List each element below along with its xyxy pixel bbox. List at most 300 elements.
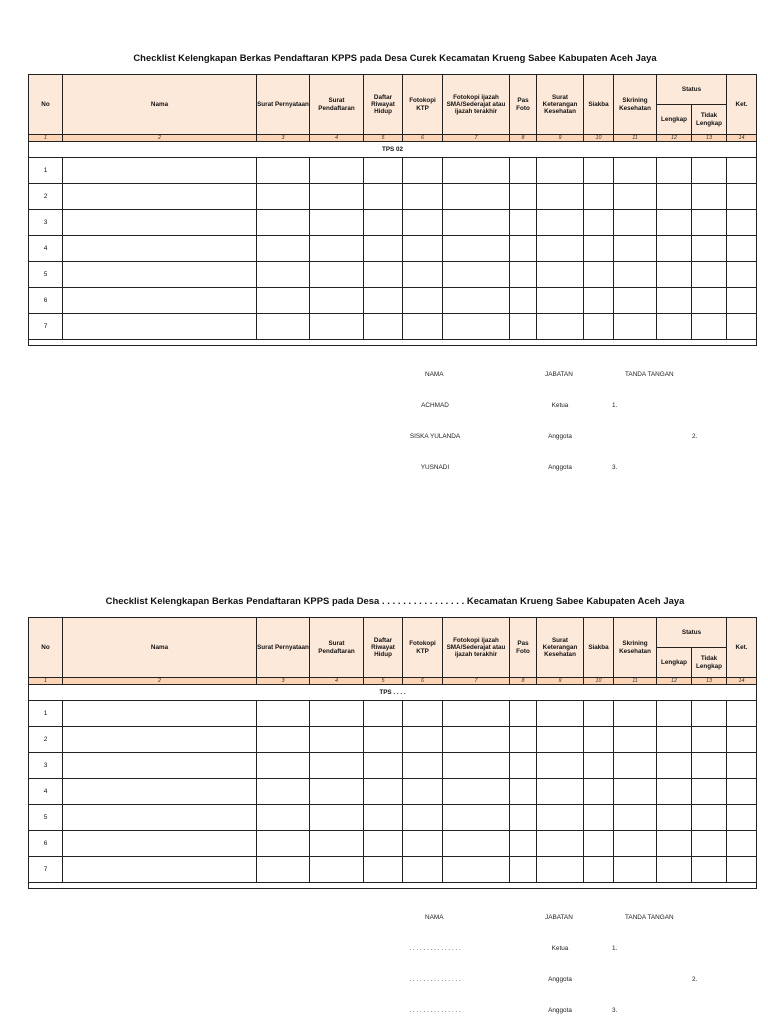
checklist-cell[interactable]	[257, 184, 310, 210]
checklist-cell[interactable]	[364, 262, 403, 288]
checklist-cell[interactable]	[584, 831, 614, 857]
checklist-cell[interactable]	[443, 831, 510, 857]
checklist-cell[interactable]	[310, 184, 364, 210]
checklist-cell[interactable]	[257, 727, 310, 753]
checklist-cell[interactable]	[727, 831, 757, 857]
row-number: 3	[29, 753, 63, 779]
checklist-cell[interactable]	[692, 857, 727, 883]
column-number: 11	[614, 678, 657, 685]
checklist-cell[interactable]	[537, 314, 584, 340]
checklist-cell[interactable]	[727, 288, 757, 314]
checklist-cell[interactable]	[614, 831, 657, 857]
checklist-cell[interactable]	[614, 314, 657, 340]
checklist-cell[interactable]	[364, 184, 403, 210]
member-name: YUSNADI	[420, 464, 450, 471]
member-jabatan: Ketua	[551, 402, 569, 409]
row-number: 7	[29, 314, 63, 340]
header-tidak-lengkap: Tidak Lengkap	[692, 648, 727, 678]
checklist-cell[interactable]	[403, 236, 443, 262]
row-number: 1	[29, 158, 63, 184]
checklist-cell[interactable]	[257, 210, 310, 236]
header-status: Status	[657, 618, 727, 648]
checklist-cell[interactable]	[63, 236, 257, 262]
header-fotokopi-ktp: Fotokopi KTP	[403, 618, 443, 678]
member-jabatan: Anggota	[548, 1007, 572, 1014]
column-number: 2	[63, 678, 257, 685]
checklist-cell[interactable]	[614, 857, 657, 883]
checklist-cell[interactable]	[614, 158, 657, 184]
table-row	[29, 184, 757, 210]
column-number: 2	[63, 135, 257, 142]
checklist-cell[interactable]	[403, 779, 443, 805]
header-lengkap: Lengkap	[657, 648, 692, 678]
signature-header-tanda-tangan: TANDA TANGAN	[625, 371, 674, 378]
checklist-cell[interactable]	[657, 805, 692, 831]
checklist-cell[interactable]	[510, 262, 537, 288]
table-row	[29, 753, 757, 779]
checklist-cell[interactable]	[537, 184, 584, 210]
checklist-cell[interactable]	[727, 184, 757, 210]
checklist-cell[interactable]	[443, 236, 510, 262]
header-fotokopi-ijazah: Fotokopi ijazah SMA/Sederajat atau ijazah terakhir	[443, 75, 510, 135]
checklist-cell[interactable]	[403, 158, 443, 184]
checklist-cell[interactable]	[657, 727, 692, 753]
column-number: 9	[537, 135, 584, 142]
column-number: 4	[310, 135, 364, 142]
checklist-cell[interactable]	[403, 184, 443, 210]
checklist-cell[interactable]	[364, 701, 403, 727]
member-jabatan: Anggota	[548, 464, 572, 471]
checklist-cell[interactable]	[614, 727, 657, 753]
checklist-cell[interactable]	[584, 262, 614, 288]
tps-label: TPS . . . .	[29, 685, 757, 701]
checklist-cell[interactable]	[692, 779, 727, 805]
checklist-cell[interactable]	[614, 805, 657, 831]
checklist-cell[interactable]	[614, 779, 657, 805]
member-signature-number: 3.	[612, 1007, 618, 1014]
header-nama: Nama	[63, 75, 257, 135]
checklist-cell[interactable]	[584, 184, 614, 210]
header-surat-pendaftaran: Surat Pendaftaran	[310, 618, 364, 678]
checklist-cell[interactable]	[657, 262, 692, 288]
checklist-cell[interactable]	[364, 779, 403, 805]
checklist-cell[interactable]	[537, 727, 584, 753]
checklist-cell[interactable]	[657, 857, 692, 883]
checklist-cell[interactable]	[443, 857, 510, 883]
member-jabatan: Anggota	[548, 976, 572, 983]
column-number: 4	[310, 678, 364, 685]
checklist-cell[interactable]	[657, 184, 692, 210]
header-siakba: Siakba	[584, 618, 614, 678]
checklist-cell[interactable]	[310, 314, 364, 340]
checklist-cell[interactable]	[510, 701, 537, 727]
checklist-cell[interactable]	[257, 262, 310, 288]
member-signature-number: 1.	[612, 402, 618, 409]
checklist-cell[interactable]	[403, 262, 443, 288]
member-jabatan: Anggota	[548, 433, 572, 440]
column-number: 14	[727, 678, 757, 685]
table-row	[29, 727, 757, 753]
checklist-table	[28, 74, 757, 346]
table-row	[29, 779, 757, 805]
header-ket: Ket.	[727, 75, 757, 135]
checklist-cell[interactable]	[537, 805, 584, 831]
checklist-cell[interactable]	[257, 779, 310, 805]
checklist-cell[interactable]	[692, 314, 727, 340]
checklist-cell[interactable]	[257, 701, 310, 727]
checklist-cell[interactable]	[443, 262, 510, 288]
table-row	[29, 831, 757, 857]
column-number: 1	[29, 135, 63, 142]
table-footer-row	[29, 883, 757, 889]
row-number: 5	[29, 805, 63, 831]
checklist-cell[interactable]	[364, 288, 403, 314]
checklist-cell[interactable]	[657, 314, 692, 340]
checklist-cell[interactable]	[584, 210, 614, 236]
checklist-cell[interactable]	[63, 314, 257, 340]
checklist-cell[interactable]	[614, 184, 657, 210]
checklist-cell[interactable]	[443, 314, 510, 340]
column-number: 5	[364, 135, 403, 142]
checklist-cell[interactable]	[63, 184, 257, 210]
checklist-cell[interactable]	[403, 314, 443, 340]
checklist-cell[interactable]	[657, 236, 692, 262]
table-row	[29, 314, 757, 340]
checklist-cell[interactable]	[537, 831, 584, 857]
row-number: 6	[29, 288, 63, 314]
form-title: Checklist Kelengkapan Berkas Pendaftaran KPPS pada Desa Curek Kecamatan Krueng Sabee Kabupaten Aceh Jaya	[133, 52, 657, 63]
row-number: 1	[29, 701, 63, 727]
checklist-cell[interactable]	[310, 753, 364, 779]
checklist-cell[interactable]	[692, 727, 727, 753]
column-number: 5	[364, 678, 403, 685]
checklist-cell[interactable]	[257, 857, 310, 883]
header-fotokopi-ijazah: Fotokopi ijazah SMA/Sederajat atau ijazah terakhir	[443, 618, 510, 678]
checklist-cell[interactable]	[310, 727, 364, 753]
checklist-cell[interactable]	[657, 288, 692, 314]
checklist-cell[interactable]	[657, 831, 692, 857]
header-no: No	[29, 75, 63, 135]
checklist-cell[interactable]	[727, 262, 757, 288]
checklist-cell[interactable]	[692, 805, 727, 831]
checklist-cell[interactable]	[510, 184, 537, 210]
column-number: 7	[443, 135, 510, 142]
checklist-cell[interactable]	[63, 262, 257, 288]
checklist-cell[interactable]	[692, 210, 727, 236]
checklist-cell[interactable]	[310, 288, 364, 314]
column-number: 3	[257, 135, 310, 142]
checklist-cell[interactable]	[692, 184, 727, 210]
checklist-cell[interactable]	[364, 314, 403, 340]
checklist-cell[interactable]	[63, 753, 257, 779]
checklist-cell[interactable]	[727, 727, 757, 753]
checklist-cell[interactable]	[537, 210, 584, 236]
checklist-cell[interactable]	[63, 158, 257, 184]
checklist-cell[interactable]	[510, 805, 537, 831]
member-name: . . . . . . . . . . . . . . .	[409, 1007, 461, 1014]
column-number: 10	[584, 135, 614, 142]
column-number: 6	[403, 135, 443, 142]
checklist-cell[interactable]	[257, 831, 310, 857]
checklist-cell[interactable]	[657, 779, 692, 805]
form-title: Checklist Kelengkapan Berkas Pendaftaran KPPS pada Desa . . . . . . . . . . . . . . . . Kecamatan Krueng Sabee Kabupaten Aceh Jaya	[105, 595, 685, 606]
table-row	[29, 210, 757, 236]
checklist-cell[interactable]	[537, 857, 584, 883]
column-number: 14	[727, 135, 757, 142]
checklist-cell[interactable]	[403, 727, 443, 753]
checklist-cell[interactable]	[727, 236, 757, 262]
checklist-cell[interactable]	[310, 805, 364, 831]
signature-header-nama: NAMA	[425, 914, 444, 921]
checklist-cell[interactable]	[727, 158, 757, 184]
checklist-cell[interactable]	[364, 727, 403, 753]
checklist-cell[interactable]	[403, 701, 443, 727]
checklist-cell[interactable]	[403, 831, 443, 857]
header-pas-foto: Pas Foto	[510, 75, 537, 135]
member-name: . . . . . . . . . . . . . . .	[409, 976, 461, 983]
checklist-cell[interactable]	[510, 727, 537, 753]
checklist-cell[interactable]	[727, 210, 757, 236]
checklist-cell[interactable]	[537, 701, 584, 727]
checklist-cell[interactable]	[614, 210, 657, 236]
checklist-cell[interactable]	[63, 779, 257, 805]
row-number: 6	[29, 831, 63, 857]
checklist-cell[interactable]	[692, 158, 727, 184]
checklist-cell[interactable]	[257, 805, 310, 831]
checklist-cell[interactable]	[657, 701, 692, 727]
member-signature-number: 2.	[692, 433, 698, 440]
row-number: 2	[29, 727, 63, 753]
checklist-cell[interactable]	[537, 158, 584, 184]
checklist-table	[28, 617, 757, 889]
column-number: 9	[537, 678, 584, 685]
column-number: 7	[443, 678, 510, 685]
checklist-cell[interactable]	[364, 831, 403, 857]
checklist-cell[interactable]	[614, 288, 657, 314]
signature-header-jabatan: JABATAN	[545, 371, 573, 378]
checklist-cell[interactable]	[510, 236, 537, 262]
row-number: 4	[29, 236, 63, 262]
checklist-cell[interactable]	[257, 288, 310, 314]
column-number: 11	[614, 135, 657, 142]
table-row	[29, 236, 757, 262]
table-row	[29, 805, 757, 831]
checklist-cell[interactable]	[510, 210, 537, 236]
checklist-cell[interactable]	[657, 753, 692, 779]
checklist-cell[interactable]	[584, 701, 614, 727]
checklist-cell[interactable]	[403, 210, 443, 236]
checklist-cell[interactable]	[692, 262, 727, 288]
checklist-cell[interactable]	[310, 857, 364, 883]
column-number: 6	[403, 678, 443, 685]
checklist-cell[interactable]	[727, 805, 757, 831]
row-number: 7	[29, 857, 63, 883]
column-number: 12	[657, 135, 692, 142]
checklist-cell[interactable]	[443, 805, 510, 831]
checklist-cell[interactable]	[584, 753, 614, 779]
member-signature-number: 3.	[612, 464, 618, 471]
checklist-cell[interactable]	[584, 805, 614, 831]
checklist-cell[interactable]	[443, 184, 510, 210]
checklist-cell[interactable]	[584, 727, 614, 753]
checklist-cell[interactable]	[63, 805, 257, 831]
checklist-cell[interactable]	[510, 314, 537, 340]
header-daftar-riwayat-hidup: Daftar Riwayat Hidup	[364, 75, 403, 135]
checklist-cell[interactable]	[364, 158, 403, 184]
checklist-cell[interactable]	[443, 158, 510, 184]
checklist-cell[interactable]	[510, 158, 537, 184]
checklist-cell[interactable]	[257, 753, 310, 779]
checklist-cell[interactable]	[403, 805, 443, 831]
checklist-cell[interactable]	[537, 262, 584, 288]
header-surat-pernyataan: Surat Pernyataan	[257, 618, 310, 678]
signature-header-nama: NAMA	[425, 371, 444, 378]
column-number: 8	[510, 678, 537, 685]
checklist-cell[interactable]	[584, 288, 614, 314]
table-row	[29, 857, 757, 883]
checklist-cell[interactable]	[403, 288, 443, 314]
checklist-cell[interactable]	[364, 857, 403, 883]
column-number: 8	[510, 135, 537, 142]
checklist-cell[interactable]	[510, 831, 537, 857]
checklist-cell[interactable]	[310, 701, 364, 727]
table-row	[29, 262, 757, 288]
row-number: 5	[29, 262, 63, 288]
header-skrining-kesehatan: Skrining Kesehatan	[614, 75, 657, 135]
checklist-cell[interactable]	[727, 753, 757, 779]
checklist-cell[interactable]	[537, 779, 584, 805]
checklist-cell[interactable]	[364, 805, 403, 831]
header-siakba: Siakba	[584, 75, 614, 135]
checklist-cell[interactable]	[364, 210, 403, 236]
checklist-cell[interactable]	[443, 701, 510, 727]
member-name: . . . . . . . . . . . . . . .	[409, 945, 461, 952]
row-number: 2	[29, 184, 63, 210]
column-number: 3	[257, 678, 310, 685]
checklist-cell[interactable]	[63, 831, 257, 857]
checklist-cell[interactable]	[584, 314, 614, 340]
checklist-cell[interactable]	[537, 288, 584, 314]
checklist-cell[interactable]	[310, 210, 364, 236]
checklist-cell[interactable]	[310, 236, 364, 262]
table-row	[29, 288, 757, 314]
checklist-cell[interactable]	[727, 779, 757, 805]
checklist-cell[interactable]	[727, 701, 757, 727]
header-surat-keterangan-kesehatan: Surat Keterangan Kesehatan	[537, 75, 584, 135]
checklist-cell[interactable]	[310, 779, 364, 805]
checklist-cell[interactable]	[364, 236, 403, 262]
checklist-cell[interactable]	[63, 701, 257, 727]
member-name: ACHMAD	[421, 402, 449, 409]
table-row	[29, 701, 757, 727]
checklist-cell[interactable]	[510, 779, 537, 805]
row-number: 3	[29, 210, 63, 236]
header-skrining-kesehatan: Skrining Kesehatan	[614, 618, 657, 678]
checklist-cell[interactable]	[443, 727, 510, 753]
checklist-cell[interactable]	[257, 314, 310, 340]
checklist-cell[interactable]	[584, 779, 614, 805]
checklist-cell[interactable]	[510, 753, 537, 779]
row-number: 4	[29, 779, 63, 805]
column-number: 12	[657, 678, 692, 685]
column-number: 10	[584, 678, 614, 685]
checklist-cell[interactable]	[257, 236, 310, 262]
header-tidak-lengkap: Tidak Lengkap	[692, 105, 727, 135]
checklist-cell[interactable]	[310, 262, 364, 288]
checklist-cell[interactable]	[403, 753, 443, 779]
checklist-cell[interactable]	[614, 701, 657, 727]
checklist-cell[interactable]	[364, 753, 403, 779]
checklist-cell[interactable]	[537, 236, 584, 262]
checklist-cell[interactable]	[692, 288, 727, 314]
checklist-cell[interactable]	[692, 701, 727, 727]
checklist-cell[interactable]	[63, 288, 257, 314]
tps-label: TPS 02	[29, 142, 757, 158]
checklist-cell[interactable]	[727, 314, 757, 340]
checklist-cell[interactable]	[510, 288, 537, 314]
header-ket: Ket.	[727, 618, 757, 678]
checklist-cell[interactable]	[614, 262, 657, 288]
column-number: 1	[29, 678, 63, 685]
member-name: SISKA YULANDA	[409, 433, 461, 440]
checklist-cell[interactable]	[727, 857, 757, 883]
checklist-cell[interactable]	[63, 210, 257, 236]
checklist-cell[interactable]	[310, 831, 364, 857]
header-lengkap: Lengkap	[657, 105, 692, 135]
checklist-cell[interactable]	[614, 236, 657, 262]
checklist-cell[interactable]	[584, 158, 614, 184]
checklist-cell[interactable]	[403, 857, 443, 883]
checklist-cell[interactable]	[614, 753, 657, 779]
checklist-cell[interactable]	[537, 753, 584, 779]
header-daftar-riwayat-hidup: Daftar Riwayat Hidup	[364, 618, 403, 678]
checklist-cell[interactable]	[692, 831, 727, 857]
checklist-cell[interactable]	[443, 779, 510, 805]
column-number: 13	[692, 678, 727, 685]
checklist-cell[interactable]	[692, 753, 727, 779]
checklist-cell[interactable]	[310, 158, 364, 184]
checklist-cell[interactable]	[510, 857, 537, 883]
checklist-cell[interactable]	[584, 857, 614, 883]
checklist-cell[interactable]	[657, 210, 692, 236]
table-footer-row	[29, 340, 757, 346]
member-signature-number: 2.	[692, 976, 698, 983]
header-status: Status	[657, 75, 727, 105]
header-fotokopi-ktp: Fotokopi KTP	[403, 75, 443, 135]
member-jabatan: Ketua	[551, 945, 569, 952]
signature-header-jabatan: JABATAN	[545, 914, 573, 921]
checklist-cell[interactable]	[692, 236, 727, 262]
checklist-cell[interactable]	[584, 236, 614, 262]
header-no: No	[29, 618, 63, 678]
table-row	[29, 158, 757, 184]
header-nama: Nama	[63, 618, 257, 678]
checklist-cell[interactable]	[443, 753, 510, 779]
checklist-cell[interactable]	[63, 727, 257, 753]
checklist-cell[interactable]	[443, 210, 510, 236]
signature-header-tanda-tangan: TANDA TANGAN	[625, 914, 674, 921]
member-signature-number: 1.	[612, 945, 618, 952]
header-pas-foto: Pas Foto	[510, 618, 537, 678]
header-surat-keterangan-kesehatan: Surat Keterangan Kesehatan	[537, 618, 584, 678]
header-surat-pernyataan: Surat Pernyataan	[257, 75, 310, 135]
checklist-cell[interactable]	[257, 158, 310, 184]
checklist-cell[interactable]	[443, 288, 510, 314]
checklist-cell[interactable]	[63, 857, 257, 883]
checklist-cell[interactable]	[657, 158, 692, 184]
header-surat-pendaftaran: Surat Pendaftaran	[310, 75, 364, 135]
column-number: 13	[692, 135, 727, 142]
